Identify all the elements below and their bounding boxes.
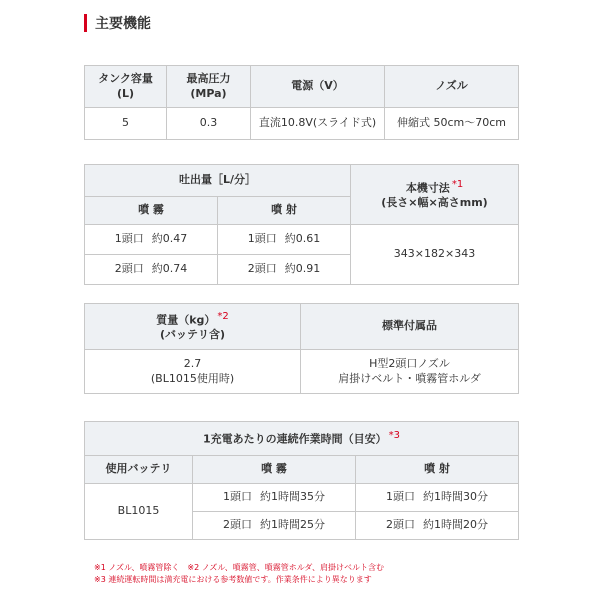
dimensions-header: 本機寸法 *1 (長さ×幅×高さmm) xyxy=(351,165,519,225)
heading-accent-bar xyxy=(84,14,87,32)
accessories-header: 標準付属品 xyxy=(301,304,519,350)
jet-1-nozzle: 1頭口 約0.61 xyxy=(218,225,351,255)
footnote-mark-1: *1 xyxy=(451,178,464,190)
section-heading xyxy=(84,12,151,34)
battery-subheader: 使用バッテリ xyxy=(85,456,193,484)
runtime-jet-2-nozzle: 2頭口 約1時間20分 xyxy=(356,512,519,540)
spray-subheader: 噴 霧 xyxy=(193,456,356,484)
mass-value: 2.7 (BL1015使用時) xyxy=(85,350,301,394)
footnotes xyxy=(94,562,384,586)
section-title: 主要機能 xyxy=(95,16,151,32)
max-pressure-header: 最高圧力 (MPa) xyxy=(167,66,251,108)
spec-table-runtime xyxy=(84,421,519,540)
battery-value: BL1015 xyxy=(85,484,193,540)
nozzle-header: ノズル xyxy=(385,66,519,108)
runtime-header: 1充電あたりの連続作業時間（目安） *3 xyxy=(85,422,519,456)
jet-subheader: 噴 射 xyxy=(218,197,351,225)
spray-1-nozzle: 1頭口 約0.47 xyxy=(85,225,218,255)
tank-capacity-value: 5 xyxy=(85,108,167,140)
tank-capacity-header: タンク容量 (L) xyxy=(85,66,167,108)
mass-header: 質量（kg） *2 (バッテリ含) xyxy=(85,304,301,350)
footnote-line: ※1 ノズル、噴霧管除く ※2 ノズル、噴霧管、噴霧管ホルダ、肩掛けベルト含む xyxy=(94,563,384,572)
dimensions-value: 343×182×343 xyxy=(351,225,519,285)
nozzle-value: 伸縮式 50cm～70cm xyxy=(385,108,519,140)
footnote-mark-2: *2 xyxy=(217,310,229,322)
runtime-spray-1-nozzle: 1頭口 約1時間35分 xyxy=(193,484,356,512)
max-pressure-value: 0.3 xyxy=(167,108,251,140)
spec-table-mass xyxy=(84,303,519,394)
power-value: 直流10.8V(スライド式) xyxy=(251,108,385,140)
jet-subheader: 噴 射 xyxy=(356,456,519,484)
accessories-value: H型2頭口ノズル 肩掛けベルト・噴霧管ホルダ xyxy=(301,350,519,394)
spec-table-discharge xyxy=(84,164,519,285)
discharge-header: 吐出量［L/分］ xyxy=(85,165,351,197)
footnote-mark-3: *3 xyxy=(388,430,401,442)
spray-subheader: 噴 霧 xyxy=(85,197,218,225)
footnote-line: ※3 連続運転時間は満充電における参考数値です。作業条件により異なります xyxy=(94,575,372,584)
runtime-spray-2-nozzle: 2頭口 約1時間25分 xyxy=(193,512,356,540)
spec-table-basic xyxy=(84,65,519,140)
jet-2-nozzle: 2頭口 約0.91 xyxy=(218,255,351,285)
power-header: 電源（V） xyxy=(251,66,385,108)
runtime-jet-1-nozzle: 1頭口 約1時間30分 xyxy=(356,484,519,512)
spray-2-nozzle: 2頭口 約0.74 xyxy=(85,255,218,285)
